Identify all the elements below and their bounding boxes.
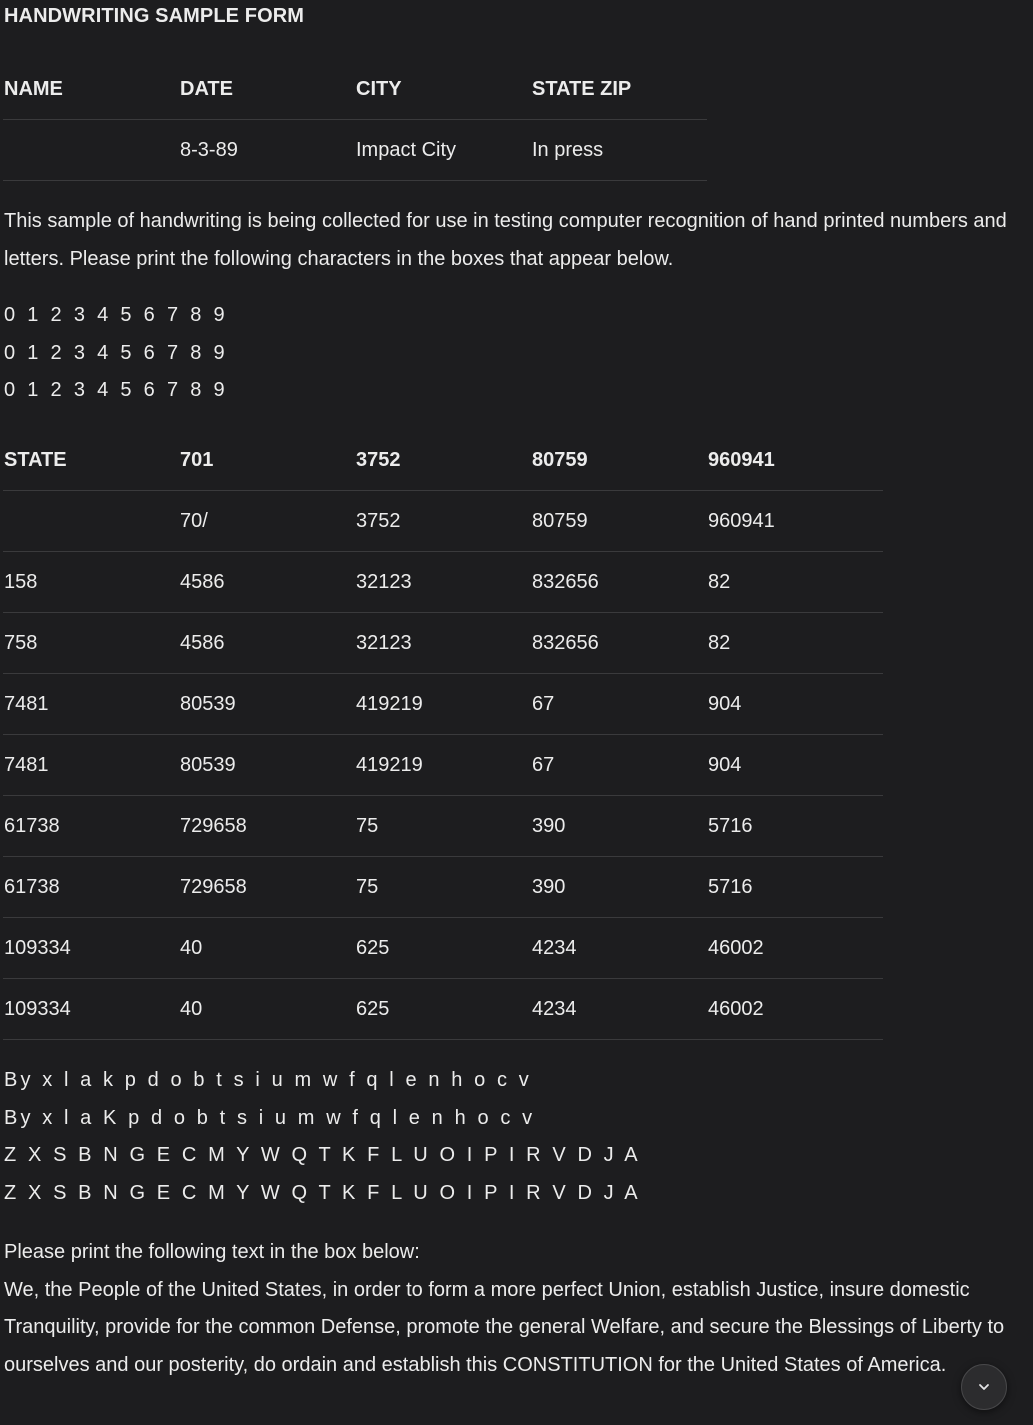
numbers-col-header: 701 [179,430,355,491]
table-cell: 390 [531,857,707,918]
table-cell: 419219 [355,735,531,796]
table-cell: 67 [531,735,707,796]
table-row [3,857,883,918]
header-col-name: NAME [3,59,179,120]
table-cell: 82 [707,613,883,674]
table-cell: 758 [3,613,179,674]
table-cell: 80539 [179,735,355,796]
digit-lines [4,297,228,410]
numbers-col-header: 80759 [531,430,707,491]
table-cell: 46002 [707,918,883,979]
table-cell: 75 [355,857,531,918]
numbers-table-head-row [3,430,883,491]
table-cell: 904 [707,674,883,735]
header-cell-name [3,120,179,181]
table-cell: 80539 [179,674,355,735]
scroll-down-button[interactable] [961,1364,1007,1410]
chevron-down-icon [976,1379,992,1395]
numbers-col-header: 3752 [355,430,531,491]
form-title: HANDWRITING SAMPLE FORM [4,5,305,27]
table-cell: 625 [355,918,531,979]
letter-line: Z X S B N G E C M Y W Q T K F L U O I P I R V D J A [4,1144,641,1166]
table-cell: 82 [707,552,883,613]
numbers-table [3,430,883,1040]
letter-line: Z X S B N G E C M Y W Q T K F L U O I P I R V D J A [4,1181,641,1204]
digit-line: 0 1 2 3 4 5 6 7 8 9 [4,304,228,326]
table-cell: 960941 [707,491,883,552]
header-cell-city: Impact City [355,120,531,181]
table-cell: 4586 [179,613,355,674]
table-cell: 61738 [3,857,179,918]
table-row [3,491,883,552]
table-cell: 80759 [531,491,707,552]
letter-line: By x l a K p d o b t s i u m w f q l e n h o c v [4,1106,536,1129]
header-col-city: CITY [355,59,531,120]
header-table [3,59,707,181]
table-cell: 3752 [355,491,531,552]
table-cell: 5716 [707,796,883,857]
table-cell: 4234 [531,918,707,979]
table-cell: 832656 [531,552,707,613]
table-cell: 158 [3,552,179,613]
table-row [3,796,883,857]
header-table-head-row [3,59,707,120]
table-cell: 4234 [531,979,707,1040]
table-row [3,613,883,674]
instruction-lead: Please print the following text in the box below: [4,1241,420,1263]
table-cell: 32123 [355,552,531,613]
header-col-date: DATE [179,59,355,120]
table-cell: 419219 [355,674,531,735]
table-cell: 5716 [707,857,883,918]
table-cell: 109334 [3,979,179,1040]
numbers-col-header: STATE [3,430,179,491]
letter-lines [4,1062,641,1212]
table-cell: 32123 [355,613,531,674]
table-cell: 67 [531,674,707,735]
table-cell: 729658 [179,796,355,857]
table-cell: 7481 [3,735,179,796]
table-row [3,918,883,979]
digit-line: 0 1 2 3 4 5 6 7 8 9 [4,341,228,364]
intro-paragraph: This sample of handwriting is being collected for use in testing computer recognition of hand printed numbers and letters. Please print the following characters in the boxes that appear below. [4,210,1007,270]
table-cell: 729658 [179,857,355,918]
header-cell-date: 8-3-89 [179,120,355,181]
table-cell: 390 [531,796,707,857]
header-cell-state-zip: In press [531,120,707,181]
table-cell: 75 [355,796,531,857]
table-cell: 7481 [3,674,179,735]
table-cell: 61738 [3,796,179,857]
table-cell: 40 [179,918,355,979]
numbers-col-header: 960941 [707,430,883,491]
table-row [3,735,883,796]
preamble-text: We, the People of the United States, in order to form a more perfect Union, establish Justice, insure domestic Tranquility, provide for the common Defense, promote the general Welfare, and secure the Blessings of Liberty to ourselves and our posterity, do ordain and establish this CONSTITUTION for the United States of America. [4,1278,1005,1376]
table-cell: 832656 [531,613,707,674]
table-cell [3,491,179,552]
table-cell: 40 [179,979,355,1040]
table-cell: 904 [707,735,883,796]
instruction-block [4,1234,1014,1384]
table-cell: 46002 [707,979,883,1040]
table-row [3,979,883,1040]
header-col-state-zip: STATE ZIP [531,59,707,120]
table-row [3,674,883,735]
table-cell: 4586 [179,552,355,613]
table-cell: 109334 [3,918,179,979]
header-table-row [3,120,707,181]
table-row [3,552,883,613]
letter-line: By x l a k p d o b t s i u m w f q l e n h o c v [4,1069,532,1091]
table-cell: 70/ [179,491,355,552]
digit-line: 0 1 2 3 4 5 6 7 8 9 [4,379,228,401]
table-cell: 625 [355,979,531,1040]
